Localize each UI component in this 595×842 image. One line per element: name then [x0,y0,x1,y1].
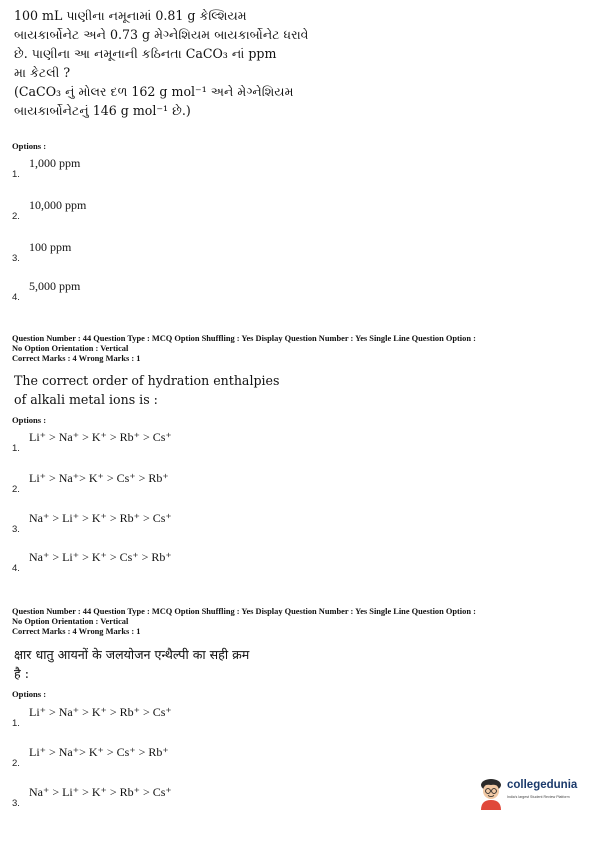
option-text: 1,000 ppm [29,156,81,170]
option-text: Na⁺ > Li⁺ > K⁺ > Rb⁺ > Cs⁺ [29,785,172,799]
option-text: Na⁺ > Li⁺ > K⁺ > Rb⁺ > Cs⁺ [29,511,172,525]
question-2-text [14,371,279,409]
option-text: Li⁺ > Na⁺> K⁺ > Cs⁺ > Rb⁺ [29,471,169,485]
option-number: 2. [12,484,20,495]
option-text: Li⁺ > Na⁺ > K⁺ > Rb⁺ > Cs⁺ [29,430,172,444]
option-text: Na⁺ > Li⁺ > K⁺ > Cs⁺ > Rb⁺ [29,550,172,564]
meta-line: No Option Orientation : Vertical [12,344,129,353]
option-number: 1. [12,443,20,454]
option-text: 10,000 ppm [29,198,87,212]
question-1-option-2[interactable] [12,198,312,222]
meta-line: Correct Marks : 4 Wrong Marks : 1 [12,627,141,636]
question-2-options-label: Options : [12,415,47,425]
option-text: 100 ppm [29,240,72,254]
option-number: 1. [12,718,20,729]
question-2-meta [12,334,584,364]
question-1-options-label: Options : [12,141,47,151]
question-1-text [14,6,309,120]
question-2-option-2[interactable] [12,471,312,495]
option-number: 1. [12,169,20,180]
logo-tagline: India's largest Student Review Platform [507,795,570,799]
question-1-line: મા કેટલી ? [14,65,71,80]
question-2-line: of alkali metal ions is : [14,392,158,407]
option-number: 2. [12,758,20,769]
question-2-option-3[interactable] [12,511,312,535]
question-1-line: છે. પાણીના આ નમૂનાની કઠિનતા CaCO₃ નાં ppm [14,46,277,61]
question-3-option-1[interactable] [12,705,312,729]
meta-line: Question Number : 44 Question Type : MCQ Option Shuffling : Yes Display Question Number : Yes Single Line Question Option : [12,607,476,616]
question-1-line: (CaCO₃ નું મોલર દળ 162 g mol⁻¹ અને મેગ્નેશિયમ [14,84,294,99]
option-text: Li⁺ > Na⁺> K⁺ > Cs⁺ > Rb⁺ [29,745,169,759]
question-2-option-1[interactable] [12,430,312,454]
question-2-line: The correct order of hydration enthalpies [14,373,280,388]
question-1-line: બાયકાર્બોનેટનું 146 g mol⁻¹ છે.) [14,103,191,118]
collegedunia-logo [477,776,587,812]
option-text: Li⁺ > Na⁺ > K⁺ > Rb⁺ > Cs⁺ [29,705,172,719]
question-1-option-4[interactable] [12,279,312,303]
option-number: 3. [12,253,20,264]
option-number: 2. [12,211,20,222]
question-1-option-1[interactable] [12,156,312,180]
question-3-options-label: Options : [12,689,47,699]
option-number: 4. [12,292,20,303]
question-3-text [14,645,249,683]
logo-brand-name: collegedunia [507,779,578,791]
option-number: 4. [12,563,20,574]
question-3-option-3[interactable] [12,785,312,809]
option-number: 3. [12,798,20,809]
option-number: 3. [12,524,20,535]
question-2-option-4[interactable] [12,550,312,574]
question-1-line: બાયકાર્બોનેટ અને 0.73 g મેગ્નેશિયમ બાયકાર્બોનેટ ધરાવે [14,27,309,42]
meta-line: Question Number : 44 Question Type : MCQ Option Shuffling : Yes Display Question Number : Yes Single Line Question Option : [12,334,476,343]
student-mascot-icon [477,776,505,810]
question-1-option-3[interactable] [12,240,312,264]
meta-line: Correct Marks : 4 Wrong Marks : 1 [12,354,141,363]
question-3-option-2[interactable] [12,745,312,769]
question-1-line: 100 mL પાણીના નમૂનામાં 0.81 g કેલ્શિયમ [14,8,247,23]
option-text: 5,000 ppm [29,279,81,293]
meta-line: No Option Orientation : Vertical [12,617,129,626]
question-3-meta [12,607,584,637]
question-3-line: क्षार धातु आयनों के जलयोजन एन्थैल्पी का सही क्रम [14,647,250,662]
question-3-line: है : [14,666,29,681]
